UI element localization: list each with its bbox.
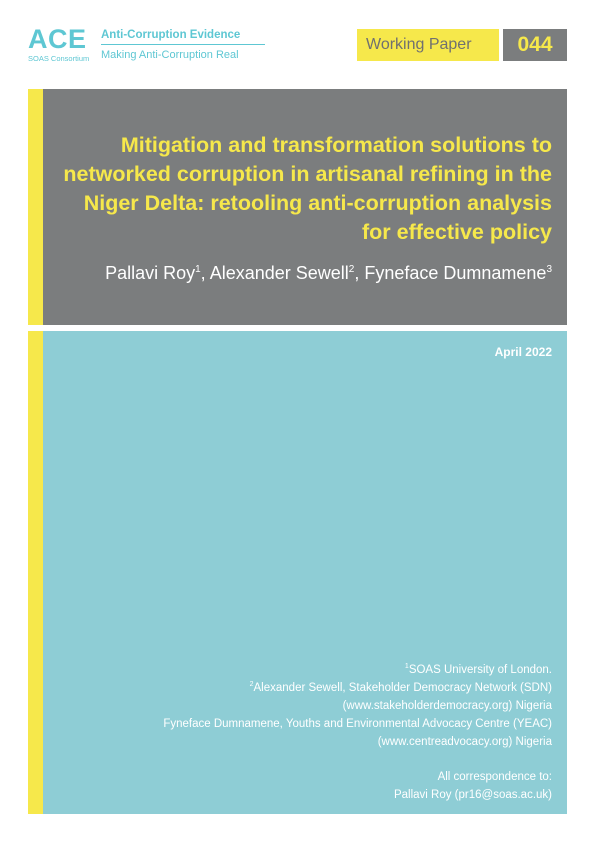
author-list (105, 261, 552, 285)
affiliation-3-url: (www.centreadvocacy.org) Nigeria (377, 736, 552, 748)
author-separator: , (200, 263, 210, 283)
affiliation-3: Fyneface Dumnamene, Youths and Environmental Advocacy Centre (YEAC) (163, 718, 552, 730)
document-title: Mitigation and transformation solutions to networked corruption in artisanal refining in the Niger Delta: retooling anti-corruption analysis for effective policy (63, 133, 552, 244)
accent-bar-bottom (28, 331, 43, 814)
tagline-subtitle: Making Anti-Corruption Real (101, 49, 239, 61)
logo-subtext: SOAS Consortium (28, 54, 90, 63)
author-name: Alexander Sewell (209, 263, 349, 283)
affiliation-mark: 1 (404, 663, 409, 671)
author-affiliation-mark: 1 (195, 264, 201, 275)
publication-date: April 2022 (494, 345, 552, 359)
correspondence-label: All correspondence to: (437, 771, 552, 783)
affiliation-2 (163, 679, 552, 697)
affiliations (163, 661, 552, 751)
logo-wordmark: ACE (28, 24, 87, 54)
author-affiliation-mark: 2 (348, 264, 355, 275)
affiliation-text: Alexander Sewell, Stakeholder Democracy Network (SDN) (253, 682, 552, 694)
tagline (101, 28, 265, 62)
author-name: Fyneface Dumnamene (364, 263, 547, 283)
tagline-title: Anti-Corruption Evidence (101, 28, 265, 45)
series-label: Working Paper (357, 29, 499, 61)
affiliation-mark: 2 (249, 681, 254, 689)
info-panel (43, 331, 567, 814)
author-affiliation-mark: 3 (546, 264, 552, 275)
affiliation-2-url: (www.stakeholderdemocracy.org) Nigeria (342, 700, 552, 712)
author-separator: , (354, 263, 365, 283)
ace-logo (28, 26, 98, 63)
accent-bar-top (28, 89, 43, 325)
affiliation-text: SOAS University of London. (408, 664, 552, 676)
correspondence-contact: Pallavi Roy (pr16@soas.ac.uk) (393, 789, 552, 801)
correspondence (394, 768, 552, 804)
series-number: 044 (503, 29, 567, 61)
author-name: Pallavi Roy (105, 263, 196, 283)
affiliation-1 (163, 661, 552, 679)
title-panel (43, 89, 567, 325)
